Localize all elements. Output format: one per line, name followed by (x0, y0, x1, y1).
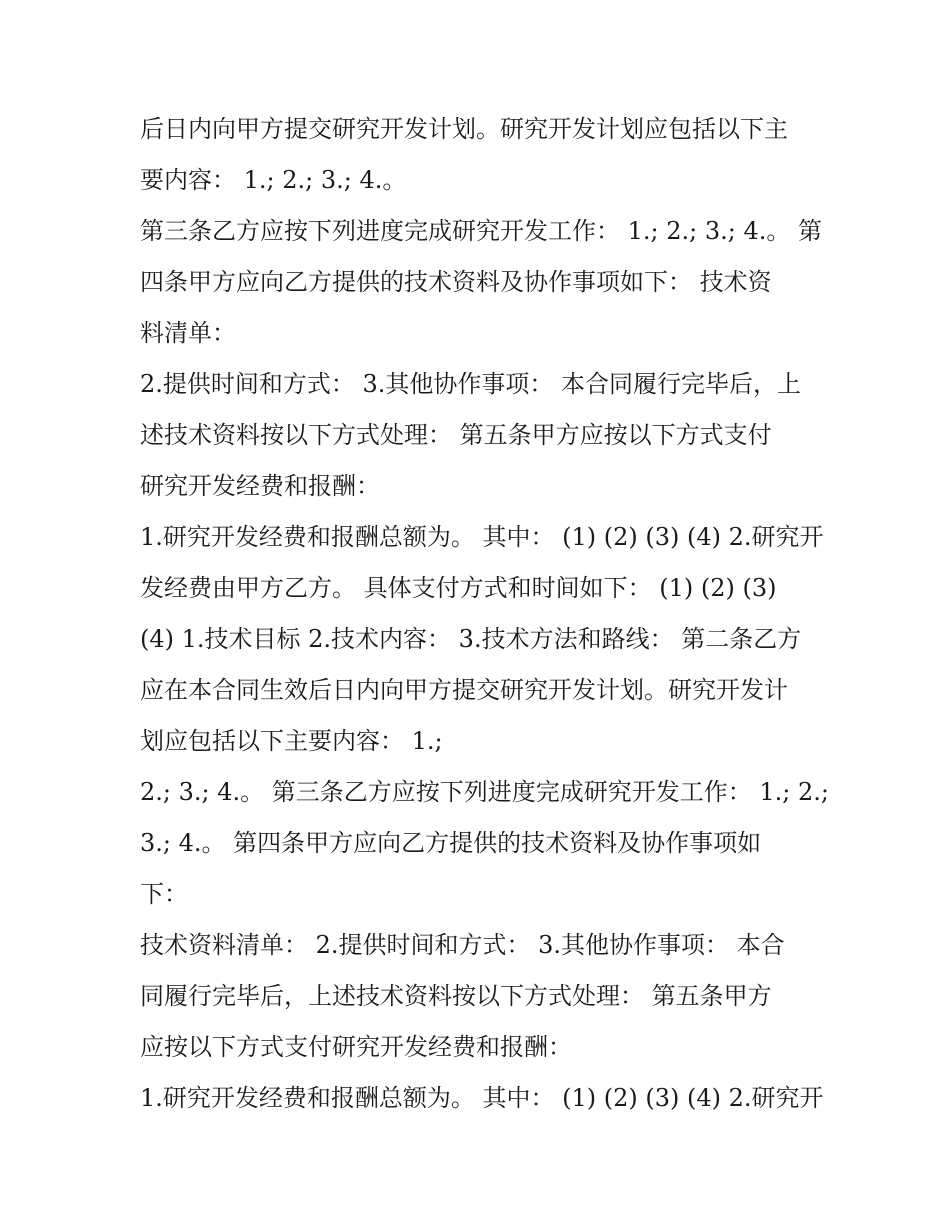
text-line: 划应包括以下主要内容： 1.; (140, 727, 443, 755)
text-line: 应按以下方式支付研究开发经费和报酬： (140, 1033, 572, 1061)
text-line: 1.研究开发经费和报酬总额为。 其中： (1) (2) (3) (4) 2.研究开 (140, 523, 824, 551)
text-line: 同履行完毕后，上述技术资料按以下方式处理： 第五条甲方 (140, 982, 772, 1010)
text-line: 第三条乙方应按下列进度完成研究开发工作： 1.; 2.; 3.; 4.。 第 (140, 217, 822, 245)
text-line: 要内容： 1.; 2.; 3.; 4.。 (140, 166, 407, 194)
text-line: 述技术资料按以下方式处理： 第五条甲方应按以下方式支付 (140, 421, 772, 449)
text-line: 研究开发经费和报酬： (140, 472, 380, 500)
text-line: 后日内向甲方提交研究开发计划。研究开发计划应包括以下主 (140, 115, 788, 143)
text-line: 料清单： (140, 319, 236, 347)
text-line: 3.; 4.。 第四条甲方应向乙方提供的技术资料及协作事项如 (140, 829, 762, 857)
text-line: 四条甲方应向乙方提供的技术资料及协作事项如下： 技术资 (140, 268, 772, 296)
text-line: 2.提供时间和方式： 3.其他协作事项： 本合同履行完毕后，上 (140, 370, 802, 398)
text-line: 技术资料清单： 2.提供时间和方式： 3.其他协作事项： 本合 (140, 931, 785, 959)
text-line: 应在本合同生效后日内向甲方提交研究开发计划。研究开发计 (140, 676, 788, 704)
text-line: 发经费由甲方乙方。 具体支付方式和时间如下： (1) (2) (3) (140, 574, 777, 602)
document-body (140, 104, 829, 1124)
text-line: 2.; 3.; 4.。 第三条乙方应按下列进度完成研究开发工作： 1.; 2.; (140, 778, 829, 806)
text-line: (4) 1.技术目标 2.技术内容： 3.技术方法和路线： 第二条乙方 (140, 625, 802, 653)
text-line: 下： (140, 880, 188, 908)
text-line: 1.研究开发经费和报酬总额为。 其中： (1) (2) (3) (4) 2.研究开 (140, 1084, 824, 1112)
